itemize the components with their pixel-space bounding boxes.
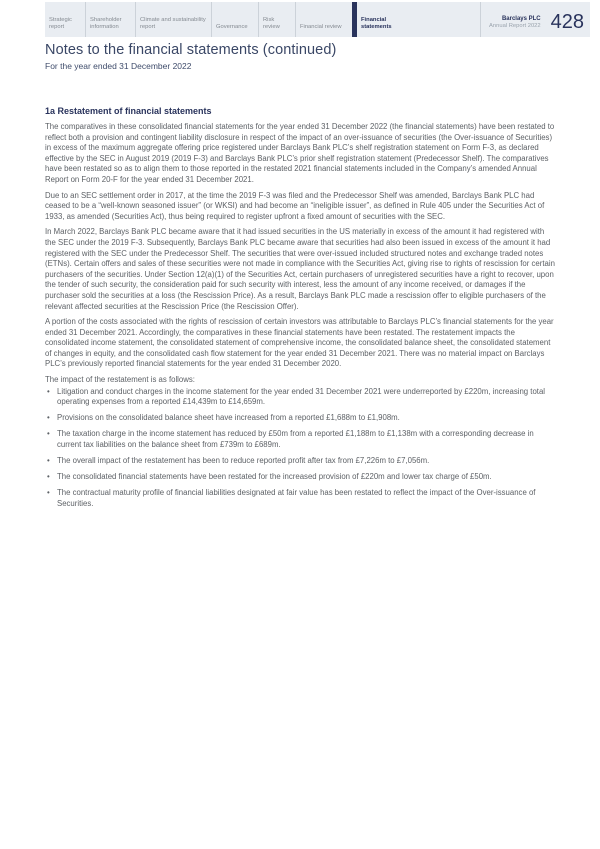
paragraph-2: Due to an SEC settlement order in 2017, at the time the 2019 F-3 was filed and the Predecessor Shelf was amended, Barclays Bank PLC had ceased to be a “well-known seasoned issuer” (or WKSI) and had become an “ineligible issuer”, as defined in Rule 405 under the Securities Act of 1933, as amended (Securities Act), thus being required to register upfront a fixed amount of securities with the SEC. <box>45 190 545 221</box>
bullet-item <box>45 429 557 450</box>
note-1a-section <box>45 106 557 515</box>
tab-shareholder-information[interactable] <box>85 2 135 37</box>
bullet-text: The contractual maturity profile of financial liabilities designated at fair value has been restated to reflect the impact of the Over-issuance of Securities. <box>57 488 536 508</box>
bullet-item <box>45 413 557 424</box>
bullet-text: Provisions on the consolidated balance sheet have increased from a reported £1,688m to £1,908m. <box>57 413 400 423</box>
bullet-text: The overall impact of the restatement has been to reduce reported profit after tax from £7,226m to £7,056m. <box>57 456 430 466</box>
page-title: Notes to the financial statements (continued) <box>45 42 337 58</box>
page-subtitle: For the year ended 31 December 2022 <box>45 61 192 71</box>
tab-label: Financial statements <box>361 17 392 31</box>
tab-label: Climate and sustainability report <box>140 17 206 31</box>
bullet-item <box>45 472 557 483</box>
section-tabs <box>45 2 414 37</box>
tab-label: Risk review <box>263 17 280 31</box>
report-brand <box>480 2 541 37</box>
impact-bullet-list <box>45 387 557 510</box>
brand-subtitle: Annual Report 2022 <box>489 23 541 29</box>
tab-financial-statements[interactable] <box>352 2 414 37</box>
tab-label: Governance <box>216 24 248 31</box>
bullet-item <box>45 387 557 408</box>
section-heading: 1a Restatement of financial statements <box>45 106 212 116</box>
brand-name: Barclays PLC <box>501 16 541 22</box>
tab-governance[interactable] <box>211 2 258 37</box>
bullet-item <box>45 456 557 467</box>
bullet-text: The taxation charge in the income statement has reduced by £50m from a reported £1,188m to £1,138m with a corresponding decrease in current tax liabilities on the balance sheet from £739m to £689m. <box>57 429 534 450</box>
bullet-text: The consolidated financial statements have been restated for the increased provision of £220m and lower tax charge of £50m. <box>57 472 492 482</box>
tab-strategic-report[interactable] <box>45 2 85 37</box>
paragraph-4: A portion of the costs associated with the rights of rescission of certain investors was attributable to Barclays PLC’s financial statements for the year ended 31 December 2021. Accordingly, the comparatives in these financial statements have been restated. The restatement impacts the consolidated income statement, the consolidated statement of comprehensive income, the consolidated balance sheet, the consolidated statement of changes in equity, and the consolidated cash flow statement for the year ended 31 December 2021. There was no material impact on Barclays PLC’s previously reported financial statements for the year ended 31 December 2020. <box>45 317 554 369</box>
paragraph-3: In March 2022, Barclays Bank PLC became aware that it had issued securities in the US materially in excess of the amount it had registered with the SEC under the 2019 F-3. Subsequently, Barclays Bank PLC became aware that securities had also been issued in excess of the amount it had registered with the SEC under the Predecessor Shelf. The securities that were over-issued included structured notes and exchange traded notes (ETNs). Certain offers and sales of these securities were not made in compliance with the Securities Act, giving rise to rights of rescission for certain purchasers of the securities. Under Section 12(a)(1) of the Securities Act, certain purchasers of unregistered securities have a right to recover, upon the tender of such security, the consideration paid for such security with interest, less the amount of any income received, or damages if the purchaser sold the securities at a loss (the Rescission Price). As a result, Barclays Bank PLC made a rescission offer to eligible purchasers of the relevant affected securities at the Rescission Price (the Rescission Offer). <box>45 227 555 311</box>
impact-intro: The impact of the restatement is as follows: <box>45 375 195 385</box>
tab-label: Financial review <box>300 24 342 31</box>
paragraph-1: The comparatives in these consolidated financial statements for the year ended 31 December 2022 (the financial statements) have been restated to reflect both a provision and contingent liability disclosure in respect of the impact of an over-issuance of securities (the Over-issuance of Securities) in excess of the maximum aggregate offering price registered under Barclays Bank PLC’s shelf registration statement on Form F-3, as declared effective by the SEC in August 2019 (2019 F-3) and Barclays Bank PLC’s prior shelf registration statement (Predecessor Shelf). The comparatives have been restated so as to align them to those reported in the restated 2021 financial statements included in the Company’s amended Annual Report on Form 20-F for the year ended 31 December 2021. <box>45 122 555 184</box>
tab-financial-review[interactable] <box>295 2 352 37</box>
bullet-item <box>45 488 557 509</box>
report-header <box>45 2 590 37</box>
tab-risk-review[interactable] <box>258 2 295 37</box>
tab-climate-and-sustainability-report[interactable] <box>135 2 211 37</box>
bullet-text: Litigation and conduct charges in the income statement for the year ended 31 December 2021 were underreported by £220m, increasing total operating expenses from a reported £14,439m to £14,659m. <box>57 386 546 407</box>
tab-label: Shareholder information <box>90 17 122 31</box>
page-number: 428 <box>550 11 584 33</box>
tab-label: Strategic report <box>49 17 72 31</box>
